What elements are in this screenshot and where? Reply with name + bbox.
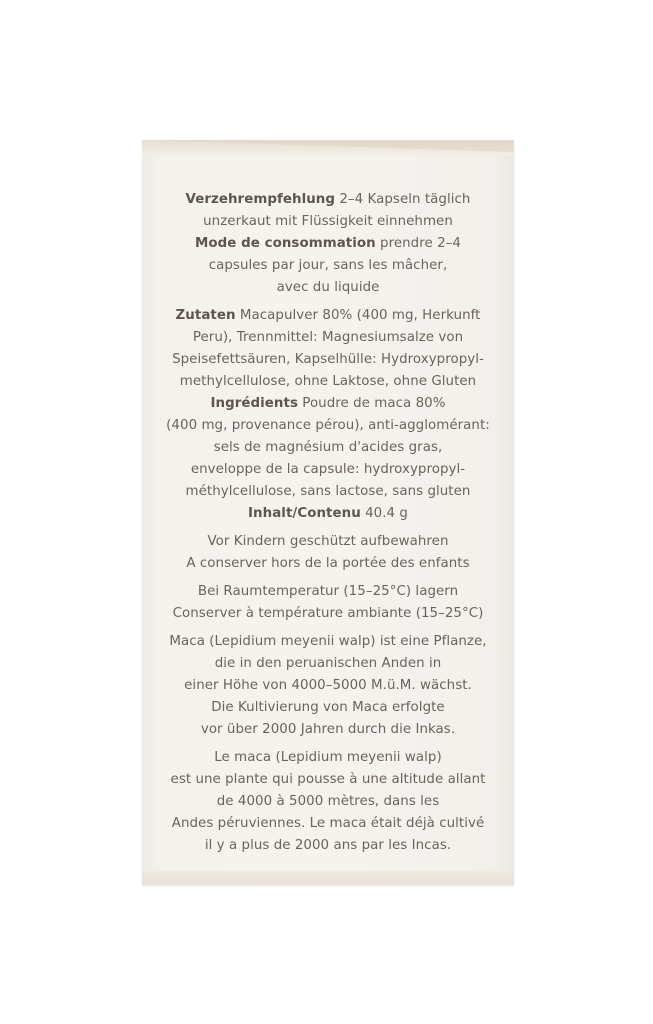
usage-label: Mode de consommation	[195, 236, 376, 251]
ingredients-de-section	[162, 305, 494, 393]
storage-temp-de: Bei Raumtemperatur (15–25°C) lagern	[197, 584, 459, 599]
text-line: Zutaten Macapulver 80% (400 mg, Herkunft	[175, 308, 481, 323]
text-line: il y a plus de 2000 ans par les Incas.	[204, 838, 452, 853]
usage-section	[162, 189, 494, 299]
usage-line: unzerkaut mit Flüssigkeit einnehmen	[203, 214, 453, 229]
text-line: Maca (Lepidium meyenii walp) ist eine Pflanze,	[169, 634, 487, 649]
text-line: Peru), Trennmittel: Magnesiumsalze von	[192, 330, 464, 345]
storage-temp-section	[162, 581, 494, 625]
text-line: est une plante qui pousse à une altitude allant	[170, 772, 486, 787]
ingredients-fr-section	[162, 393, 494, 503]
about-de-text	[162, 631, 494, 741]
about-de-section	[162, 631, 494, 741]
text-line: de 4000 à 5000 mètres, dans les	[216, 794, 440, 809]
label-text-panel	[162, 189, 494, 857]
text-line: vor über 2000 Jahren durch die Inkas.	[200, 722, 456, 737]
storage-temp-fr: Conserver à température ambiante (15–25°C)	[172, 606, 484, 621]
content-value: 40.4 g	[365, 506, 408, 521]
product-box	[142, 140, 514, 885]
ingredients-de-block	[162, 305, 494, 393]
storage-children-section	[162, 531, 494, 575]
text-line: sels de magnésium d'acides gras,	[213, 440, 443, 455]
box-top-flap	[142, 140, 514, 152]
about-fr-text	[162, 747, 494, 857]
text-line: Die Kultivierung von Maca erfolgte	[211, 700, 445, 715]
about-fr-section	[162, 747, 494, 857]
text-line: methylcellulose, ohne Laktose, ohne Gluten	[179, 374, 477, 389]
section-label: Ingrédients	[210, 396, 298, 411]
storage-children-de: Vor Kindern geschützt aufbewahren	[207, 534, 449, 549]
usage-line: Mode de consommation prendre 2–4	[195, 236, 461, 251]
ingredients-fr-block	[162, 393, 494, 503]
usage-label: Verzehrempfehlung	[185, 192, 336, 207]
box-bottom-edge	[142, 871, 514, 885]
usage-line: Verzehrempfehlung 2–4 Kapseln täglich	[185, 192, 471, 207]
text-line: méthylcellulose, sans lactose, sans gluten	[185, 484, 471, 499]
storage-children-fr: A conserver hors de la portée des enfants	[186, 556, 470, 571]
usage-line: avec du liquide	[276, 280, 380, 295]
text-line: Speisefettsäuren, Kapselhülle: Hydroxypropyl-	[172, 352, 484, 367]
text-line: Andes péruviennes. Le maca était déjà cultivé	[171, 816, 485, 831]
text-line: (400 mg, provenance pérou), anti-agglomérant:	[166, 418, 490, 433]
content-label: Inhalt/Contenu	[248, 506, 361, 521]
section-label: Zutaten	[175, 308, 236, 323]
text-line: Le maca (Lepidium meyenii walp)	[214, 750, 442, 765]
text-line: Ingrédients Poudre de maca 80%	[210, 396, 446, 411]
usage-line: capsules par jour, sans les mâcher,	[208, 258, 448, 273]
text-line: einer Höhe von 4000–5000 M.ü.M. wächst.	[184, 678, 472, 693]
text-line: enveloppe de la capsule: hydroxypropyl-	[190, 462, 466, 477]
text-line: die in den peruanischen Anden in	[214, 656, 442, 671]
content-section	[162, 503, 494, 525]
content-line	[162, 503, 494, 525]
